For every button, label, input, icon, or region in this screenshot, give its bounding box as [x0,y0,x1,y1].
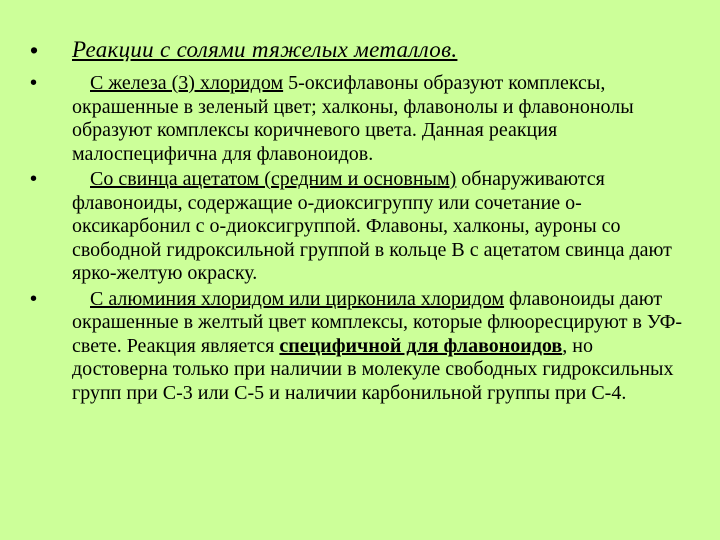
reagent-lead-acetate: Со свинца ацетатом (средним и основным) [90,168,457,190]
bullet-icon: • [30,37,39,63]
bullet-item-iron-chloride [30,72,690,166]
bullet-icon: • [30,168,38,190]
paragraph-text: 5-оксифлавоны образуют комплексы, окрашенные в зеленый цвет; халконы, флавонолы и флавононолы образуют комплексы коричневого цвета. Данная реакция малоспецифична для флавоноидов. [72,72,634,165]
slide-heading [30,36,690,64]
paragraph-text: флавоноиды дают окрашенные в желтый цвет комплексы, которые флюоресцируют в УФ-свете. Реакция является [72,287,683,357]
reagent-aluminium-chloride: С алюминия хлоридом или цирконила хлоридом [90,287,505,310]
bullet-list [30,36,690,407]
heading-text: Реакции с солями тяжелых металлов. [72,37,458,62]
reagent-iron-chloride: С железа (3) хлоридом [90,72,284,94]
paragraph-text: обнаруживаются флавоноиды, содержащие о-диоксигруппу или сочетание о-оксикарбонил с о-диоксигруппой. Флавоны, халконы, ауроны со свободной гидроксильной группой в кольце В с ацетатом свинца дают ярко-желтую окраску. [72,168,672,284]
bullet-icon: • [30,72,38,94]
emphasis-specific: специфичной для флавоноидов [279,334,563,357]
paragraph-text: , но достоверна только при наличии в молекуле свободных гидроксильных групп при С-3 или С-5 и наличии карбонильной группы при С-4. [72,334,674,404]
bullet-item-aluminium-chloride [30,288,690,406]
bullet-icon: • [30,287,38,310]
bullet-item-lead-acetate [30,168,690,286]
